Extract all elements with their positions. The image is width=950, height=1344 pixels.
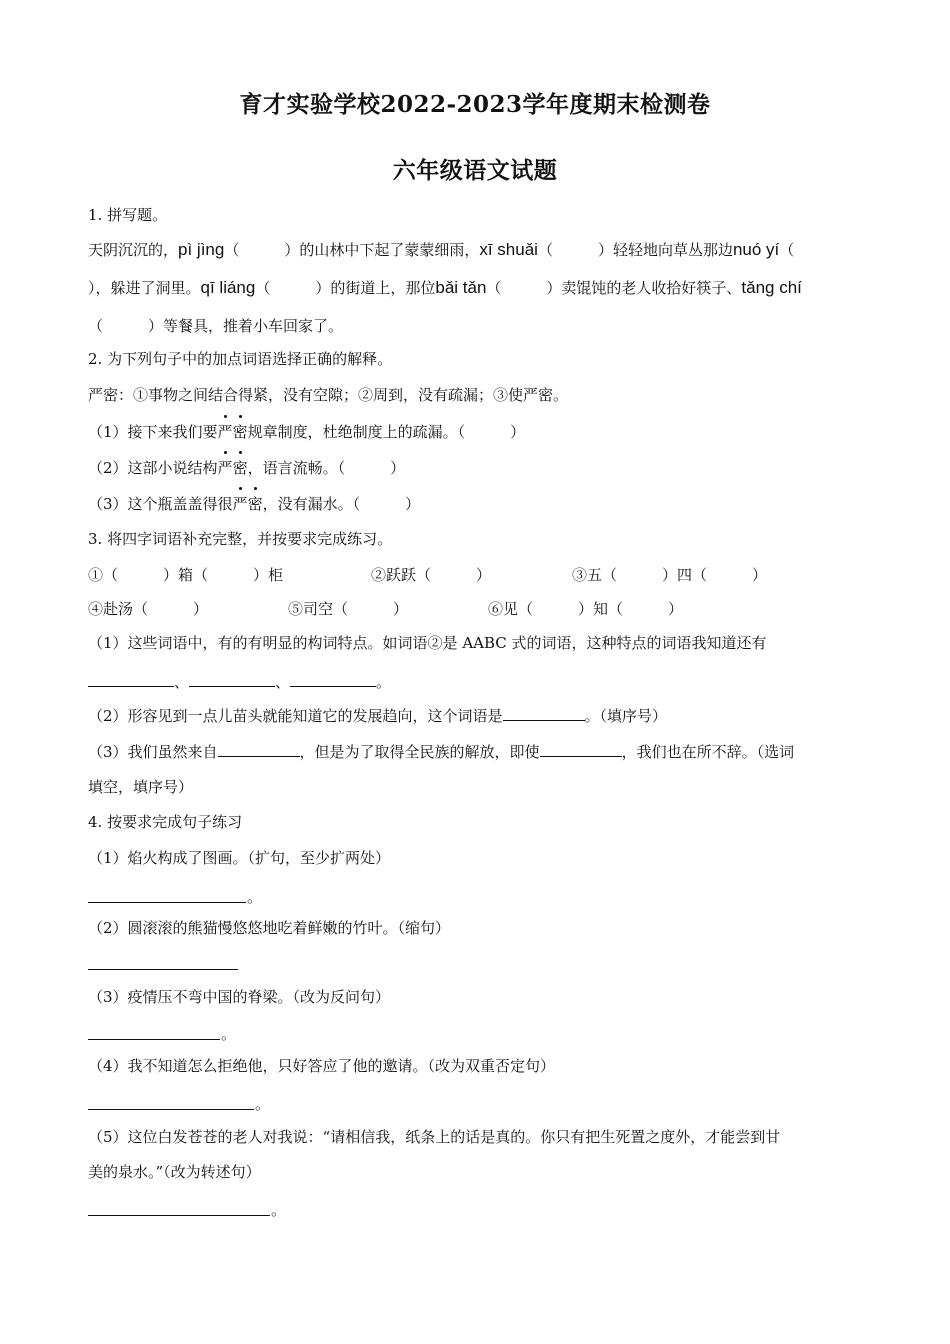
q4-sentence-4: （4）我不知道怎么拒绝他，只好答应了他的邀请。（改为双重否定句） (88, 1057, 556, 1075)
dotted-word-mi: 密 (247, 495, 263, 513)
dotted-word-mi: 密 (232, 459, 248, 477)
q3-sub-2: （2）形容见到一点儿苗头就能知道它的发展趋向，这个词语是 。（填序号） (88, 707, 668, 725)
answer-line[interactable] (88, 1108, 254, 1110)
idiom-5: ⑤司空（ ） (288, 600, 409, 618)
pinyin-1: pì jìng (178, 240, 225, 259)
idiom-4: ④赴汤（ ） (88, 600, 209, 618)
dotted-word-yan: 严 (232, 495, 248, 513)
q4-sentence-2: （2）圆滚滚的熊猫慢悠悠地吃着鲜嫩的竹叶。（缩句） (88, 919, 451, 937)
dotted-word-mi: 密 (232, 423, 248, 441)
q1-line-2: ），躲进了洞里。qī liáng（ ）的街道上，那位bǎi tǎn（ ）卖馄饨的老人收拾好筷子、tǎng chí (88, 278, 802, 297)
dotted-word-yan: 严 (217, 423, 233, 441)
answer-line[interactable] (88, 901, 246, 903)
q2-sentence-1: （1）接下来我们要严密规章制度，杜绝制度上的疏漏。（ ） (88, 423, 526, 441)
pinyin-3: nuó yí (732, 240, 780, 259)
answer-blank[interactable] (503, 705, 585, 721)
q4-sentence-5: （5）这位白发苍苍的老人对我说：“请相信我，纸条上的话是真的。你只有把生死置之度外，才能尝到甘 (88, 1128, 781, 1146)
answer-blank[interactable] (189, 671, 275, 687)
q2-definition: 严密：①事物之间结合得紧，没有空隙；②周到，没有疏漏；③使严密。 (88, 386, 569, 404)
q4-sentence-1: （1）焰火构成了图画。（扩句，至少扩两处） (88, 849, 391, 867)
pinyin-2: xī shuǎi (479, 240, 538, 259)
exam-title: 育才实验学校2022-2023学年度期末检测卷 (239, 91, 711, 118)
q3-row-1 (88, 565, 767, 585)
answer-line[interactable] (88, 968, 238, 970)
answer-blank[interactable] (540, 741, 622, 757)
pinyin-4: qī liáng (200, 278, 256, 297)
q3-sub-3: （3）我们虽然来自 ，但是为了取得全民族的解放，即使 ，我们也在所不辞。（选词 (88, 743, 795, 761)
q2-heading: 2. 为下列句子中的加点词语选择正确的解释。 (88, 350, 393, 368)
q4-sentence-3: （3）疫情压不弯中国的脊梁。（改为反问句） (88, 988, 391, 1006)
q3-sub-3-cont: 填空，填序号） (88, 778, 194, 796)
q4-heading: 4. 按要求完成句子练习 (88, 813, 243, 831)
dotted-word-yan: 严 (217, 459, 233, 477)
pinyin-6: tǎng chí (741, 278, 802, 297)
idiom-3: ③五（ ）四（ ） (572, 566, 768, 584)
q1-line-3: （ ）等餐具，推着小车回家了。 (88, 317, 344, 335)
exam-page: 育才实验学校2022-2023学年度期末检测卷 六年级语文试题 1. 拼写题。 天阴沉沉的，pì jìng（ ）的山林中下起了蒙蒙细雨，xī shuǎi（ ）轻轻地向草丛那边nuó yí（ ），躲进了洞里。qī liáng（ ）的街道上，那位bǎi tǎn（ ）卖馄饨的老人收拾好筷子、tǎng chí （ ）等餐具，推着小车回家了。 2. 为下列句子中的加点词语选择正确的解释。 严密：①事物之间结合得紧，没有空隙；②周到，没有疏漏；③使严密。 （1）接下来我们要严密规章制度，杜绝制度上的疏漏。（ ） （2）这部小说结构严密，语言流畅。（ ） （3）这个瓶盖盖得很严密，没有漏水。（ ） 3. 将四字词语补充完整，并按要求完成练习。 ①（ ）箱（ ）柜 ②跃跃（ ） ③五（ ）四（ ） ④赴汤（ ） ⑤司空（ ） ⑥见（ ）知（ ） （1）这些词语中，有的有明显的构词特点。如词语②是 AABC 式的词语，这种特点的词语我知道还有 、 、 。 （2）形容见到一点儿苗头就能知道它的发展趋向，这个词语是 。（填序号） （3）我们虽然来自 ，但是为了取得全民族的解放，即使 ，我们也在所不辞。（选词 填空，填序号） 4. 按要求完成句子练习 （1）焰火构成了图画。（扩句，至少扩两处） 。 （2）圆滚滚的熊猫慢悠悠地吃着鲜嫩的竹叶。（缩句） （3）疫情压不弯中国的脊梁。（改为反问句） 。 （4）我不知道怎么拒绝他，只好答应了他的邀请。（改为双重否定句） 。 （5）这位白发苍苍的老人对我说：“请相信我，纸条上的话是真的。你只有把生死置之度外，才能尝到甘 美的泉水。”（改为转述句） 。 (0, 0, 950, 1344)
exam-subtitle: 六年级语文试题 (392, 157, 558, 184)
answer-blank[interactable] (290, 671, 376, 687)
pinyin-5: bǎi tǎn (435, 278, 487, 297)
answer-blank[interactable] (218, 741, 300, 757)
q1-line-1: 天阴沉沉的，pì jìng（ ）的山林中下起了蒙蒙细雨，xī shuǎi（ ）轻轻地向草丛那边nuó yí（ (88, 240, 795, 259)
idiom-6: ⑥见（ ）知（ ） (488, 600, 684, 618)
q1-heading: 1. 拼写题。 (88, 206, 168, 224)
answer-blank[interactable] (88, 671, 174, 687)
idiom-2: ②跃跃（ ） (371, 566, 492, 584)
q3-sub-1: （1）这些词语中，有的有明显的构词特点。如词语②是 AABC 式的词语，这种特点的词语我知道还有 (88, 634, 767, 652)
answer-line[interactable] (88, 1214, 270, 1216)
answer-line[interactable] (88, 1038, 220, 1040)
q2-sentence-2: （2）这部小说结构严密，语言流畅。（ ） (88, 459, 406, 477)
q2-sentence-3: （3）这个瓶盖盖得很严密，没有漏水。（ ） (88, 495, 421, 513)
q4-sentence-5-cont: 美的泉水。”（改为转述句） (88, 1163, 261, 1181)
q3-heading: 3. 将四字词语补充完整，并按要求完成练习。 (88, 530, 393, 548)
q3-sub-1-blanks: 、 、 。 (88, 671, 391, 692)
q3-row-2 (88, 599, 683, 619)
idiom-1: ①（ ）箱（ ）柜 (88, 566, 284, 584)
